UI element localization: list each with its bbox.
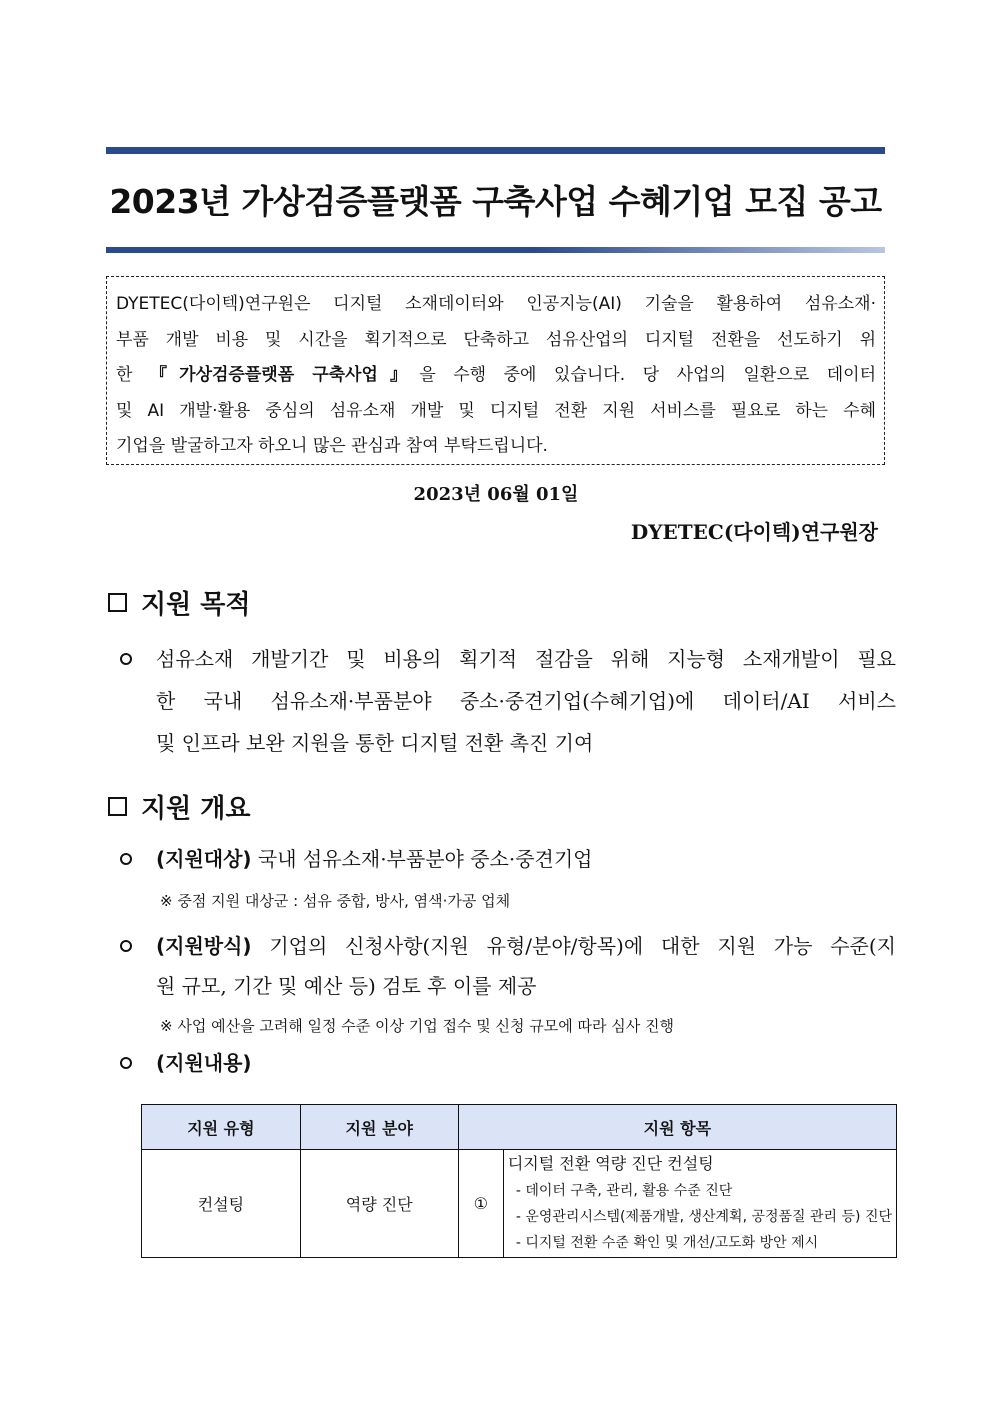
support-items-cell bbox=[503, 1150, 896, 1258]
target-bullet bbox=[120, 844, 896, 874]
support-type-cell: 컨설팅 bbox=[142, 1150, 301, 1258]
announcement-date: 2023년 06월 01일 bbox=[413, 484, 579, 505]
square-bullet-icon bbox=[108, 593, 127, 612]
method-bullet bbox=[120, 926, 896, 1006]
intro-box bbox=[106, 276, 885, 465]
issuer: DYETEC(다이텍)연구원장 bbox=[630, 520, 878, 544]
intro-line: 기업을 발굴하고자 하오니 많은 관심과 참여 부탁드립니다. bbox=[116, 436, 548, 456]
section-overview-heading bbox=[108, 788, 251, 825]
table-header: 지원 항목 bbox=[458, 1105, 896, 1150]
target-note: ※ 중점 지원 대상군 : 섬유 중합, 방사, 염색·가공 업체 bbox=[160, 892, 511, 910]
page-title: 2023년 가상검증플랫폼 구축사업 수혜기업 모집 공고 bbox=[109, 182, 882, 221]
method-label: (지원방식) bbox=[156, 934, 252, 958]
target-text: 국내 섬유소재·부품분야 중소·중견기업 bbox=[251, 847, 593, 871]
section-heading-text: 지원 개요 bbox=[141, 794, 251, 824]
item-number-cell: ① bbox=[458, 1150, 503, 1258]
square-bullet-icon bbox=[108, 797, 127, 816]
method-note: ※ 사업 예산을 고려해 일정 수준 이상 기업 접수 및 신청 규모에 따라 심사 진행 bbox=[160, 1017, 675, 1035]
item-detail: - 디지털 전환 수준 확인 및 개선/고도화 방안 제시 bbox=[515, 1235, 819, 1251]
intro-text: 을 수행 중에 있습니다. 당 사업의 일환으로 데이터 bbox=[419, 365, 877, 385]
purpose-line: 섬유소재 개발기간 및 비용의 획기적 절감을 위해 지능형 소재개발이 필요 bbox=[156, 647, 896, 671]
table-header-row bbox=[142, 1105, 897, 1150]
title-bottom-rule bbox=[106, 247, 885, 253]
table-header: 지원 분야 bbox=[300, 1105, 458, 1150]
intro-line bbox=[116, 358, 876, 394]
section-heading-text: 지원 목적 bbox=[141, 590, 251, 620]
section-purpose-heading bbox=[108, 584, 251, 621]
circle-bullet-icon bbox=[120, 653, 132, 665]
item-detail: - 데이터 구축, 관리, 활용 수준 진단 bbox=[515, 1183, 733, 1199]
project-name: 『가상검증플랫폼 구축사업』 bbox=[150, 365, 420, 385]
content-bullet bbox=[120, 1048, 896, 1078]
purpose-line: 한 국내 섬유소재·부품분야 중소·중견기업(수혜기업)에 데이터/AI 서비스 bbox=[156, 689, 896, 713]
purpose-line: 및 인프라 보완 지원을 통한 디지털 전환 촉진 기여 bbox=[156, 731, 594, 755]
support-field-cell: 역량 진단 bbox=[300, 1150, 458, 1258]
table-header: 지원 유형 bbox=[142, 1105, 301, 1150]
circle-bullet-icon bbox=[120, 853, 132, 865]
target-label: (지원대상) bbox=[156, 847, 252, 871]
item-title: 디지털 전환 역량 진단 컨설팅 bbox=[507, 1154, 714, 1173]
support-table bbox=[141, 1104, 897, 1258]
intro-line: 부품 개발 비용 및 시간을 획기적으로 단축하고 섬유산업의 디지털 전환을 선도하기 위 bbox=[116, 329, 876, 350]
intro-line: 및 AI 개발·활용 중심의 섬유소재 개발 및 디지털 전환 지원 서비스를 필요로 하는 수혜 bbox=[116, 400, 876, 421]
circle-bullet-icon bbox=[120, 940, 132, 952]
purpose-bullet bbox=[120, 638, 896, 764]
content-label: (지원내용) bbox=[156, 1051, 252, 1075]
item-detail: - 운영관리시스템(제품개발, 생산계획, 공정품질 관리 등) 진단 bbox=[515, 1209, 892, 1225]
method-line bbox=[156, 926, 896, 966]
title-top-rule bbox=[106, 147, 885, 154]
intro-line: DYETEC(다이텍)연구원은 디지털 소재데이터와 인공지능(AI) 기술을 활용하여 섬유소재· bbox=[116, 294, 876, 314]
circle-bullet-icon bbox=[120, 1057, 132, 1069]
table-row bbox=[142, 1150, 897, 1258]
method-line: 원 규모, 기간 및 예산 등) 검토 후 이를 제공 bbox=[156, 974, 537, 998]
method-text: 기업의 신청사항(지원 유형/분야/항목)에 대한 지원 가능 수준(지 bbox=[251, 934, 896, 958]
intro-text: 한 bbox=[116, 365, 150, 385]
